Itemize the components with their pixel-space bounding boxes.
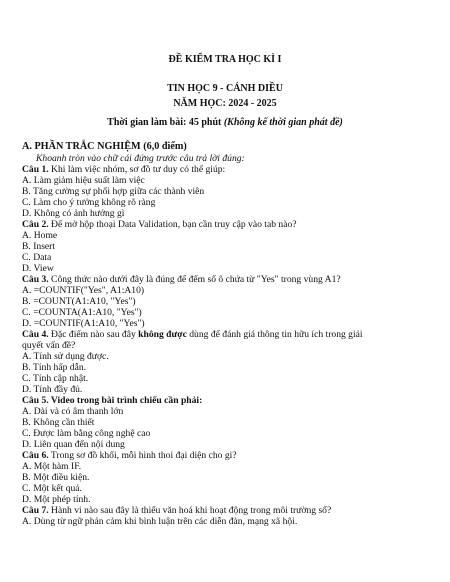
answer-option: D. Tính đầy đủ. [22, 384, 83, 395]
question-text: Khi làm việc nhóm, sơ đồ tư duy có thể giúp: [48, 164, 226, 175]
question-text: Để mở hộp thoại Data Validation, bạn cần truy cập vào tab nào? [48, 219, 297, 230]
answer-option: D. Không có ảnh hưởng gì [22, 208, 125, 219]
question-text: Hành vi nào sau đây là thiếu văn hoá khi hoạt động trong môi trường số? [48, 505, 332, 516]
answer-option: A. Làm giảm hiệu suất làm việc [22, 175, 145, 186]
answer-option: B. Tăng cường sự phối hợp giữa các thành viên [22, 186, 205, 197]
answer-option: C. Được làm bằng công nghệ cao [22, 428, 151, 439]
question-3 [22, 274, 341, 285]
question-text: dùng để đánh giá thông tin hữu ích trong giải [186, 329, 363, 340]
question-6 [22, 450, 237, 461]
answer-option: C. =COUNTA(A1:A10, "Yes") [22, 307, 142, 318]
answer-option: C. Data [22, 252, 52, 263]
question-number: Câu 7. [22, 505, 49, 516]
answer-option: C. Một kết quả. [22, 483, 82, 494]
answer-option: D. =COUNTIF(A1:A10, "Yes") [22, 318, 145, 329]
school-year: NĂM HỌC: 2024 - 2025 [173, 98, 277, 109]
answer-option: B. Tính hấp dẫn. [22, 362, 87, 373]
question-2 [22, 219, 297, 230]
answer-option: A. Home [22, 230, 58, 241]
question-number: Câu 6. [22, 450, 49, 461]
time-label: Thời gian làm bài: 45 phút [107, 117, 224, 128]
answer-option: B. Một điều kiện. [22, 472, 90, 483]
question-text: Đặc điểm nào sau đây [48, 329, 139, 340]
question-text-continued: quyết vấn đề? [22, 340, 76, 351]
answer-option: A. Dùng từ ngữ phản cảm khi bình luận trên các diễn đàn, mạng xã hội. [22, 516, 298, 527]
answer-option: A. Tính sử dụng được. [22, 351, 109, 362]
answer-option: C. Tính cập nhật. [22, 373, 89, 384]
question-4 [22, 329, 363, 340]
question-number: Câu 5. [22, 395, 49, 406]
subject-title: TIN HỌC 9 - CÁNH DIỀU [167, 83, 283, 94]
answer-option: C. Làm cho ý tưởng không rõ ràng [22, 197, 156, 208]
time-note: (Không kể thời gian phát đề) [223, 117, 343, 128]
question-number: Câu 1. [22, 164, 49, 175]
question-number: Câu 2. [22, 219, 49, 230]
answer-option: D. Liên quan đến nội dung [22, 439, 125, 450]
question-number: Câu 4. [22, 329, 49, 340]
exam-title: ĐỀ KIỂM TRA HỌC KÌ I [168, 54, 282, 65]
question-emphasis: không được [138, 329, 187, 340]
answer-option: D. View [22, 263, 54, 274]
answer-option: A. Dài và có âm thanh lớn [22, 406, 124, 417]
question-5 [22, 395, 202, 406]
answer-option: B. Insert [22, 241, 56, 252]
answer-option: A. =COUNTIF("Yes", A1:A10) [22, 285, 145, 296]
question-number: Câu 3. [22, 274, 49, 285]
answer-option: D. Một phép tính. [22, 494, 91, 505]
answer-option: B. =COUNT(A1:A10, "Yes") [22, 296, 136, 307]
question-text: Video trong bài trình chiếu cần phải: [48, 395, 203, 406]
time-line [0, 117, 450, 128]
section-a-instruction: Khoanh tròn vào chữ cái đứng trước câu trả lời đúng: [36, 153, 245, 164]
question-text: Trong sơ đồ khối, mỗi hình thoi đại diện cho gì? [48, 450, 237, 461]
question-1 [22, 164, 225, 175]
answer-option: B. Không cần thiết [22, 417, 95, 428]
question-text: Công thức nào dưới đây là đúng để đếm số ô chứa từ "Yes" trong vùng A1? [48, 274, 341, 285]
answer-option: A. Một hàm IF. [22, 461, 82, 472]
section-a-title: A. PHẦN TRẮC NGHIỆM (6,0 điểm) [22, 141, 187, 152]
question-7 [22, 505, 331, 516]
